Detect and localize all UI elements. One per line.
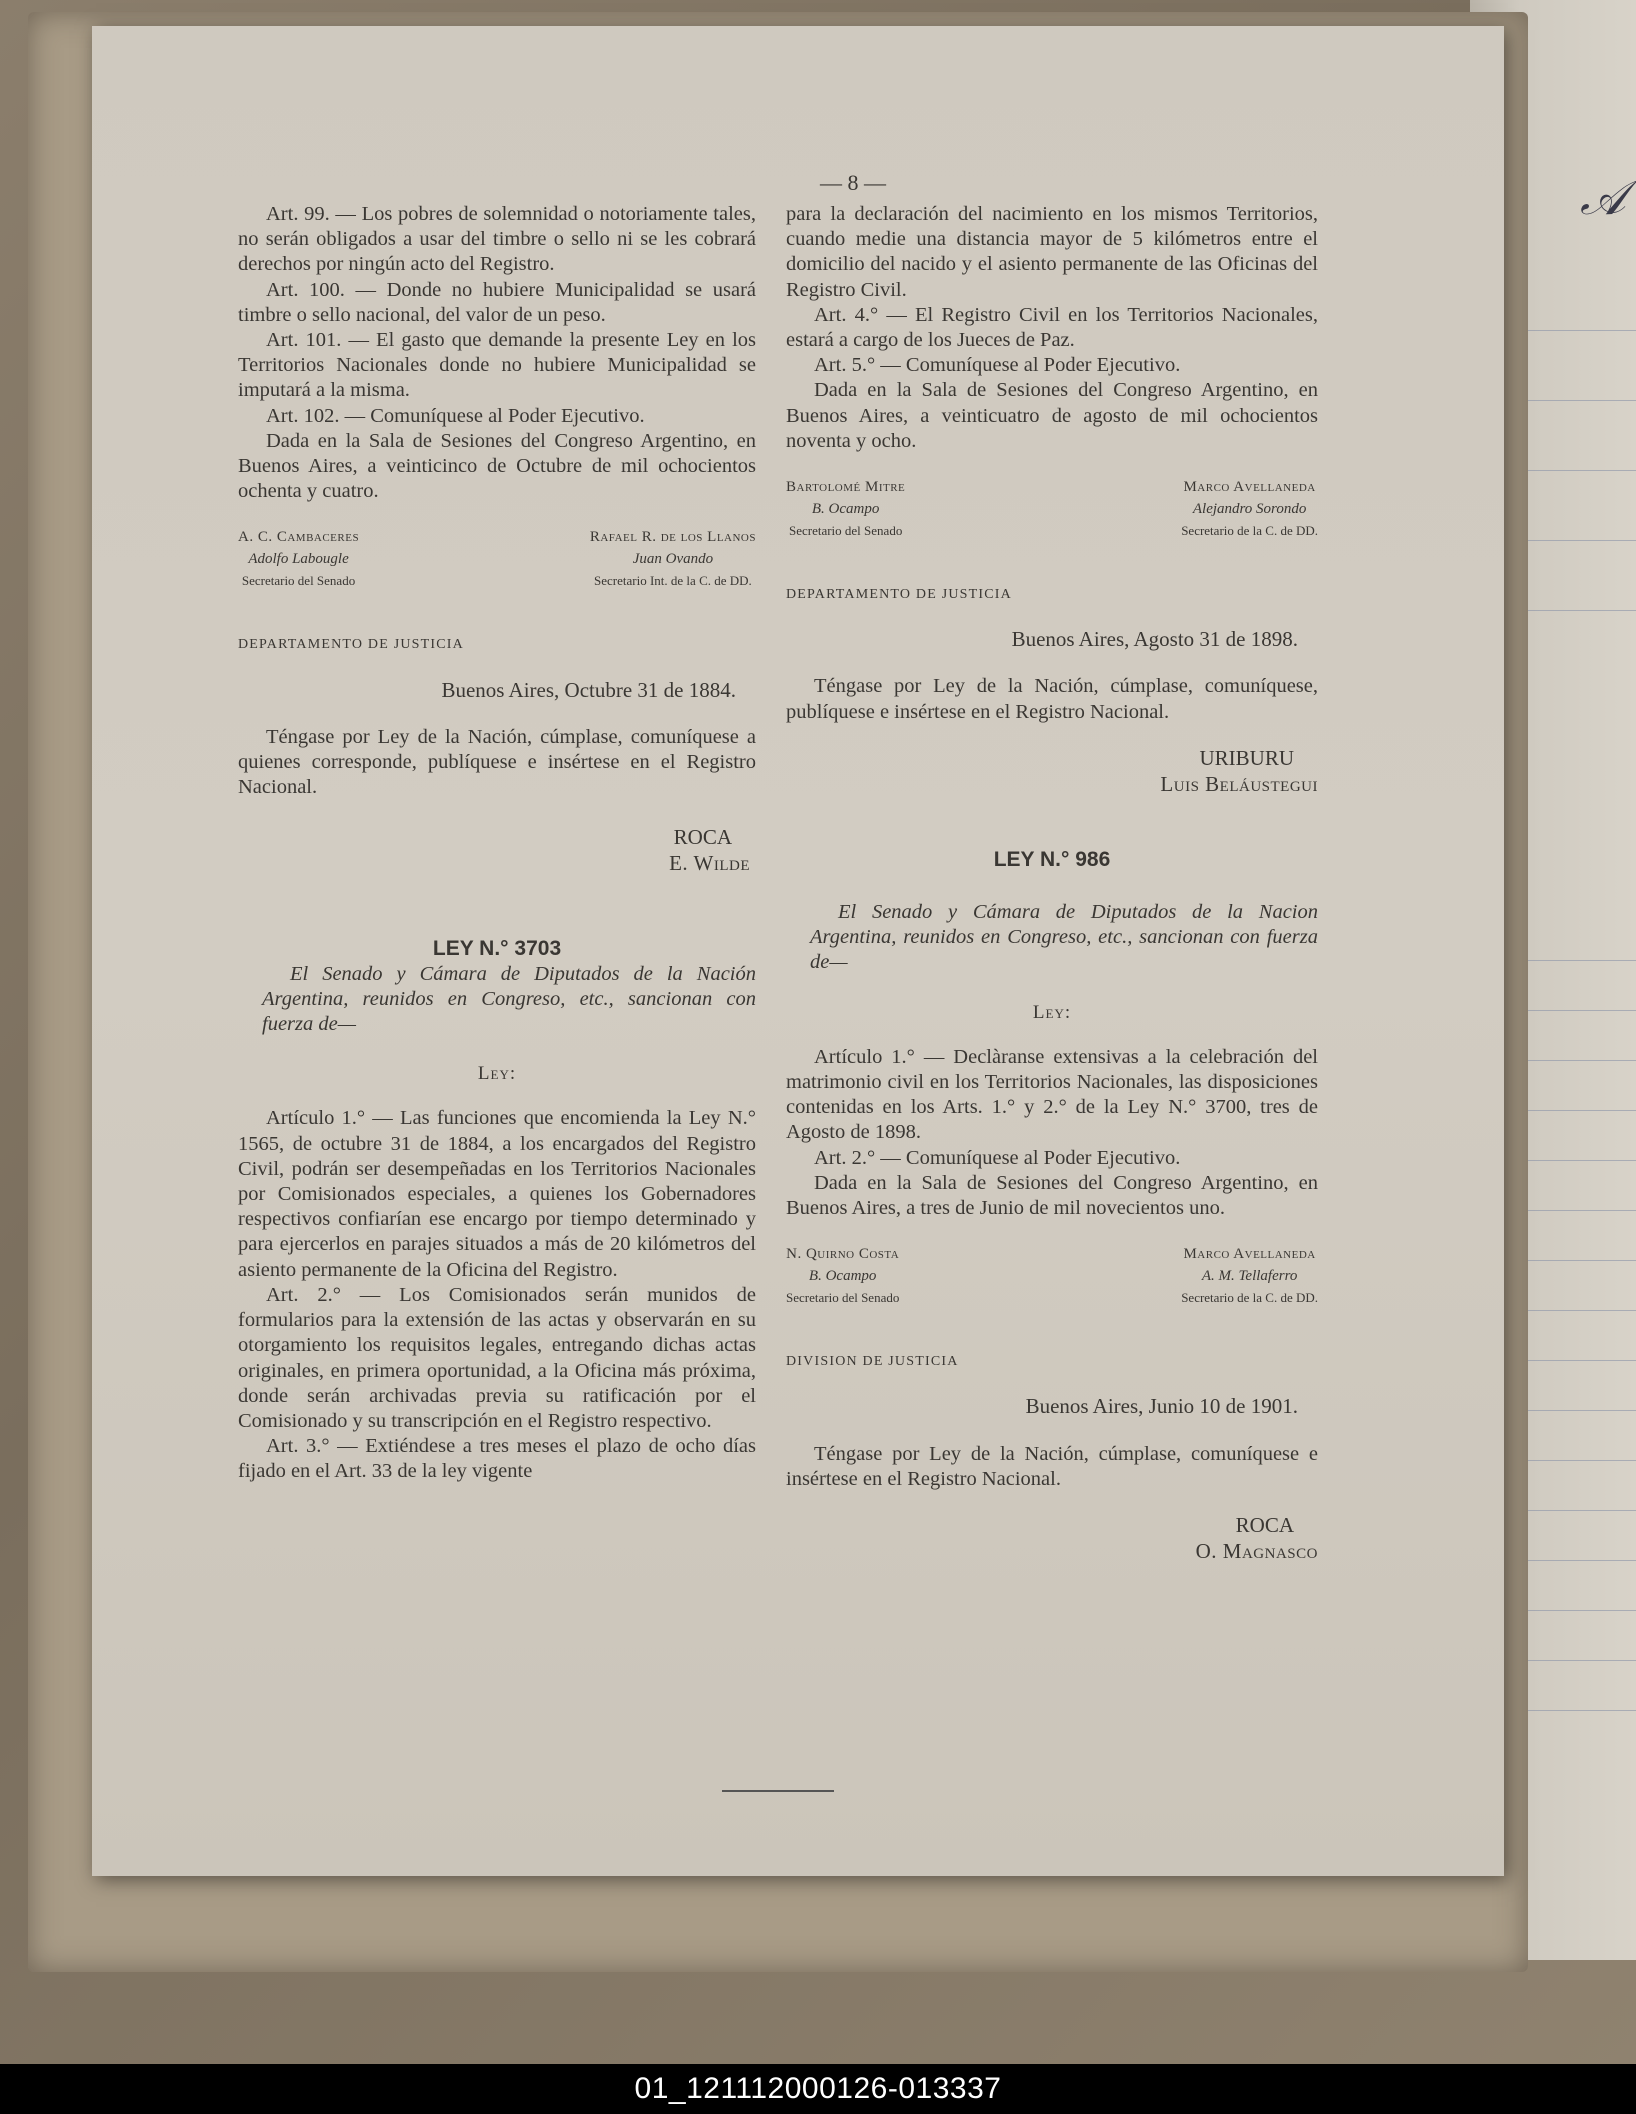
signature-secretary: A. M. Tellaferro [1201, 1268, 1298, 1285]
article: Art. 99. — Los pobres de solemnidad o notoriamente tales, no serán obligados a usar del timbre o sello ni se les cobrará derechos por ningún acto del Registro. [238, 203, 756, 276]
law-preamble: El Senado y Cámara de Diputados de la Nación Argentina, reunidos en Congreso, etc., sancionan con fuerza de— [262, 962, 756, 1036]
signature-secretary: B. Ocampo [808, 1268, 877, 1285]
scan-id-footer: 01_121112000126-013337 [0, 2064, 1636, 2114]
document-page [92, 26, 1504, 1876]
department-heading: DEPARTAMENTO DE JUSTICIA [238, 637, 464, 653]
signer-minister: O. Magnasco [1195, 1539, 1318, 1564]
law-article: Artículo 1.° — Las funciones que encomienda la Ley N.° 1565, de octubre 31 de 1884, a los encargados del Registro Civil, podrán ser desempeñadas en los Territorios Nacionales por Comisionados especiales, a quienes los Gobernadores respectivos confiarían ese encargo por tiempo determinado y para ejercerlos en parajes situados a más de 20 kilómetros del asiento permanente de la Oficina del Registro. [238, 1107, 756, 1281]
law-title: LEY N.° 3703 [432, 937, 562, 961]
signature-role: Secretario Int. de la C. de DD. [594, 573, 752, 589]
ley-heading: Ley: [1032, 1001, 1072, 1023]
department-heading: DIVISION DE JUSTICIA [786, 1354, 959, 1370]
law-article: Artículo 1.° — Declàranse extensivas a la celebración del matrimonio civil en los Territorios Nacionales, las disposiciones contenidas en los Arts. 1.° y 2.° de la Ley N.° 3700, tres de Agosto de 1898. [786, 1045, 1318, 1144]
signature-secretary: Alejandro Sorondo [1192, 501, 1307, 518]
signature-name: Bartolomé Mitre [786, 479, 906, 496]
article: Art. 102. — Comuníquese al Poder Ejecutivo. [266, 404, 645, 427]
article: Dada en la Sala de Sesiones del Congreso Argentino, en Buenos Aires, a veinticuatro de agosto de mil ochocientos noventa y ocho. [786, 379, 1318, 452]
ley-heading: Ley: [477, 1063, 517, 1085]
signer-minister: E. Wilde [669, 851, 750, 876]
signature-secretary: Adolfo Labougle [248, 551, 349, 568]
signature-block [238, 526, 756, 592]
law-article: Art. 3.° — Extiéndese a tres meses el plazo de ocho días fijado en el Art. 33 de la ley vigente [238, 1435, 756, 1483]
decree-text: Téngase por Ley de la Nación, cúmplase, comuníquese a quienes corresponde, publíquese e insértese en el Registro Nacional. [238, 725, 756, 799]
decree-text: Téngase por Ley de la Nación, cúmplase, comuníquese, publíquese e insértese en el Registro Nacional. [786, 675, 1318, 723]
law-article: Art. 2.° — Los Comisionados serán munidos de formularios para la extensión de las actas y observarán en su otorgamiento los requisitos legales, entregando dichas actas originales, en primera oportunidad, a la Oficina más próxima, donde serán archivadas previa su ratificación por el Comisionado y su transcripción en el Registro respectivo. [238, 1283, 756, 1432]
signer-minister: Luis Beláustegui [1160, 771, 1318, 796]
signature-role: Secretario de la C. de DD. [1181, 1290, 1318, 1306]
law-article: Dada en la Sala de Sesiones del Congreso Argentino, en Buenos Aires, a tres de Junio de mil novecientos uno. [786, 1171, 1318, 1220]
signature-role: Secretario de la C. de DD. [1181, 523, 1318, 539]
article: Art. 5.° — Comuníquese al Poder Ejecutivo. [814, 354, 1181, 377]
article: Art. 101. — El gasto que demande la presente Ley en los Territorios Nacionales donde no hubiere Municipalidad se imputará a la misma. [238, 329, 756, 402]
signature-role: Secretario del Senado [788, 523, 903, 539]
article: Dada en la Sala de Sesiones del Congreso Argentino, en Buenos Aires, a veinticinco de Octubre de mil ochocientos ochenta y cuatro. [238, 429, 756, 503]
decree-date: Buenos Aires, Junio 10 de 1901. [1025, 1394, 1298, 1419]
law-article: Art. 2.° — Comuníquese al Poder Ejecutivo. [814, 1146, 1181, 1169]
signature-role: Secretario del Senado [786, 1290, 900, 1306]
law-preamble: El Senado y Cámara de Diputados de la Nacion Argentina, reunidos en Congreso, etc., sancionan con fuerza de— [810, 901, 1318, 974]
signature-name: N. Quirno Costa [786, 1246, 900, 1263]
decree-date: Buenos Aires, Agosto 31 de 1898. [1011, 627, 1298, 652]
handwriting-mark: 𝒜 [1580, 170, 1626, 226]
continuation-text: para la declaración del nacimiento en los mismos Territorios, cuando medie una distancia mayor de 5 kilómetros entre el domicilio del nacido y el asiento permanente de las Oficinas del Registro Civil. [786, 203, 1318, 301]
end-rule [722, 1790, 834, 1792]
decree-text: Téngase por Ley de la Nación, cúmplase, comuníquese e insértese en el Registro Nacional. [786, 1442, 1318, 1490]
signer-president: ROCA [673, 825, 732, 850]
article: Art. 100. — Donde no hubiere Municipalidad se usará timbre o sello nacional, del valor de un peso. [238, 278, 756, 326]
signer-president: URIBURU [1199, 745, 1294, 770]
law-title: LEY N.° 986 [993, 847, 1111, 871]
signature-name: Marco Avellaneda [1183, 1246, 1316, 1263]
signature-name: A. C. Cambaceres [238, 529, 360, 546]
article: Art. 4.° — El Registro Civil en los Territorios Nacionales, estará a cargo de los Jueces de Paz. [786, 303, 1318, 352]
signature-block [786, 1243, 1318, 1309]
signature-name: Marco Avellaneda [1183, 479, 1316, 496]
signature-secretary: Juan Ovando [632, 551, 714, 568]
signer-president: ROCA [1235, 1513, 1294, 1538]
signature-block [786, 476, 1318, 542]
page-number: — 8 — [820, 170, 886, 195]
left-column [238, 202, 756, 1485]
department-heading: DEPARTAMENTO DE JUSTICIA [786, 587, 1012, 603]
right-column [786, 202, 1318, 1564]
decree-date: Buenos Aires, Octubre 31 de 1884. [441, 677, 736, 702]
signature-secretary: B. Ocampo [811, 501, 880, 518]
signature-role: Secretario del Senado [241, 573, 356, 589]
signature-name: Rafael R. de los Llanos [589, 529, 756, 546]
